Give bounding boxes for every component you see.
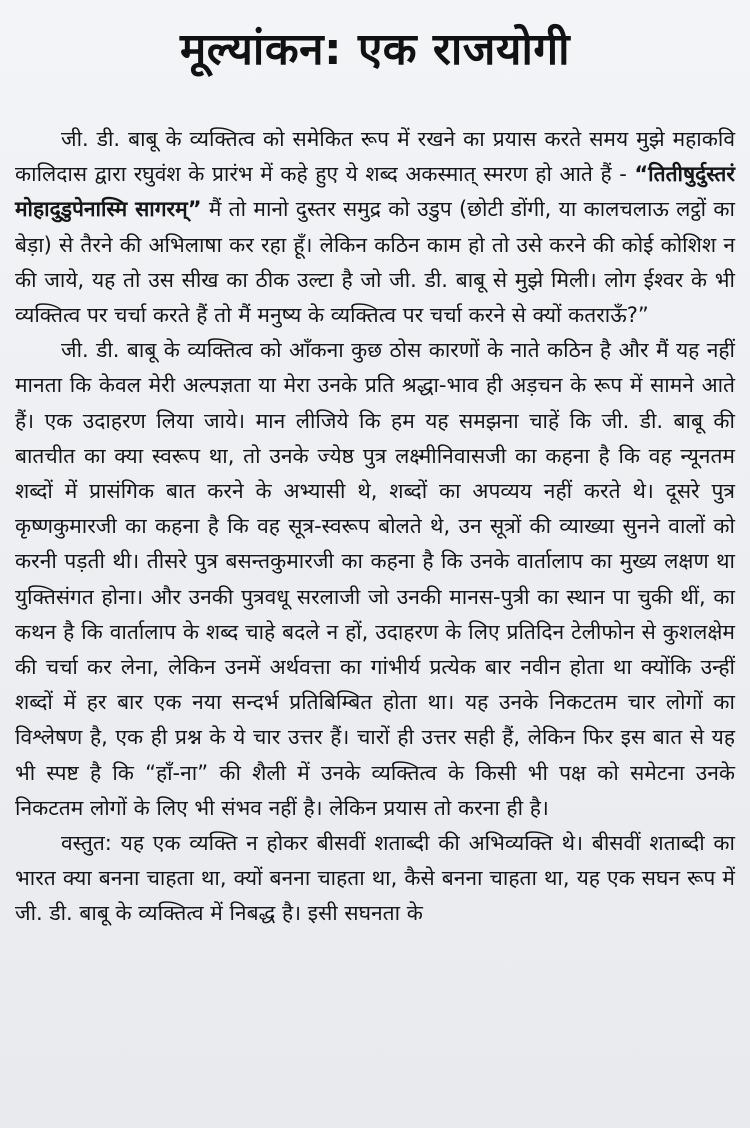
paragraph-1	[15, 122, 735, 333]
paragraph-1-intro: जी. डी. बाबू के व्यक्तित्व को समेकित रूप में रखने का प्रयास करते समय मुझे महाकवि कालिदास द्वारा रघुवंश के प्रारंभ में कहे हुए ये शब्द अकस्मात् स्मरण हो आते हैं -	[15, 127, 735, 187]
paragraph-3: वस्तुत: यह एक व्यक्ति न होकर बीसवीं शताब्दी की अभिव्यक्ति थे। बीसवीं शताब्दी का भारत क्या बनना चाहता था, क्यों बनना चाहता था, कैसे बनना चाहता था, यह एक सघन रूप में जी. डी. बाबू के व्यक्तित्व में निबद्ध है। इसी सघनता के	[15, 831, 735, 926]
chapter-title: मूल्यांकन: एक राजयोगी	[179, 24, 571, 75]
paragraph-1-rest: मैं तो मानो दुस्तर समुद्र को उडुप (छोटी डोंगी, या कालचलाऊ लट्ठों का बेड़ा) से तैरने की अभिलाषा कर रहा हूँ। लेकिन कठिन काम हो तो उसे करने की कोई कोशिश न की जाये, यह तो उस सीख का ठीक उल्टा है जो जी. डी. बाबू से मुझे मिली। लोग ईश्वर के भी व्यक्तित्व पर चर्चा करते हैं तो मैं मनुष्य के व्यक्तित्व पर चर्चा करने से क्यों कतराऊँ?”	[15, 197, 735, 328]
sanskrit-quote: “तितीषुर्दुस्तरं मोहादुडुपेनास्मि सागरम्”	[15, 162, 735, 222]
paragraph-2: जी. डी. बाबू के व्यक्तित्व को आँकना कुछ ठोस कारणों के नाते कठिन है और मैं यह नहीं मानता कि केवल मेरी अल्पज्ञता या मेरा उनके प्रति श्रद्धा-भाव ही अड़चन के रूप में सामने आते हैं। एक उदाहरण लिया जाये। मान लीजिये कि हम यह समझना चाहें कि जी. डी. बाबू की बातचीत का क्या स्वरूप था, तो उनके ज्येष्ठ पुत्र लक्ष्मीनिवासजी का कहना है कि वह न्यूनतम शब्दों में प्रासंगिक बात करने के अभ्यासी थे, शब्दों का अपव्यय नहीं करते थे। दूसरे पुत्र कृष्णकुमारजी का कहना है कि वह सूत्र-स्वरूप बोलते थे, उन सूत्रों की व्याख्या सुनने वालों को करनी पड़ती थी। तीसरे पुत्र बसन्तकुमारजी का कहना है कि उनके वार्तालाप का मुख्य लक्षण था युक्तिसंगत होना। और उनकी पुत्रवधू सरलाजी जो उनकी मानस-पुत्री का स्थान पा चुकी थीं, का कथन है कि वार्तालाप के शब्द चाहे बदले न हों, उदाहरण के लिए प्रतिदिन टेलीफोन से कुशलक्षेम की चर्चा कर लेना, लेकिन उनमें अर्थवत्ता का गांभीर्य प्रत्येक बार नवीन होता था क्योंकि उन्हीं शब्दों में हर बार एक नया सन्दर्भ प्रतिबिम्बित होता था। यह उनके निकटतम चार लोगों का विश्लेषण है, एक ही प्रश्न के ये चार उत्तर हैं। चारों ही उत्तर सही हैं, लेकिन फिर इस बात से यह भी स्पष्ट है कि “हाँ-ना” की शैली में उनके व्यक्तित्व के किसी भी पक्ष को समेटना उनके निकटतम लोगों के लिए भी संभव नहीं है। लेकिन प्रयास तो करना ही है।	[15, 338, 735, 820]
